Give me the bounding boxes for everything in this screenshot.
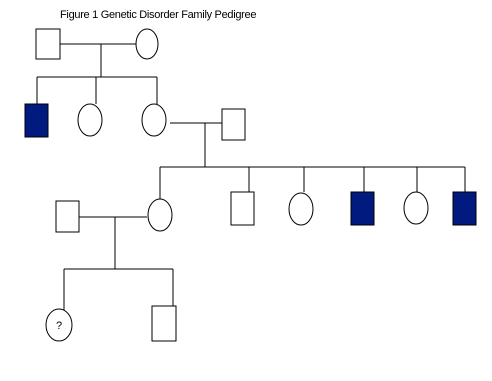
individual-I-1-male [36, 29, 60, 59]
individual-IV-2-male [152, 306, 176, 341]
individual-III-6-female [404, 192, 428, 224]
individual-III-7-male-affected [453, 192, 476, 225]
individual-III-3-male [231, 192, 254, 225]
individual-III-1-male [56, 201, 79, 232]
unknown-status-label: ? [55, 320, 63, 332]
individual-III-5-male-affected [351, 192, 374, 225]
figure-title: Figure 1 Genetic Disorder Family Pedigree [60, 9, 257, 21]
sibship-line-gen4 [64, 269, 173, 310]
individual-III-4-female [289, 193, 313, 225]
sibship-line-gen2 [37, 77, 157, 104]
individual-I-2-female [136, 29, 158, 59]
individual-II-2-female [78, 104, 102, 136]
individual-II-4-male [222, 109, 245, 140]
individual-II-1-male-affected [25, 104, 48, 137]
individual-III-2-female [148, 199, 172, 231]
individual-II-3-female [142, 104, 166, 136]
